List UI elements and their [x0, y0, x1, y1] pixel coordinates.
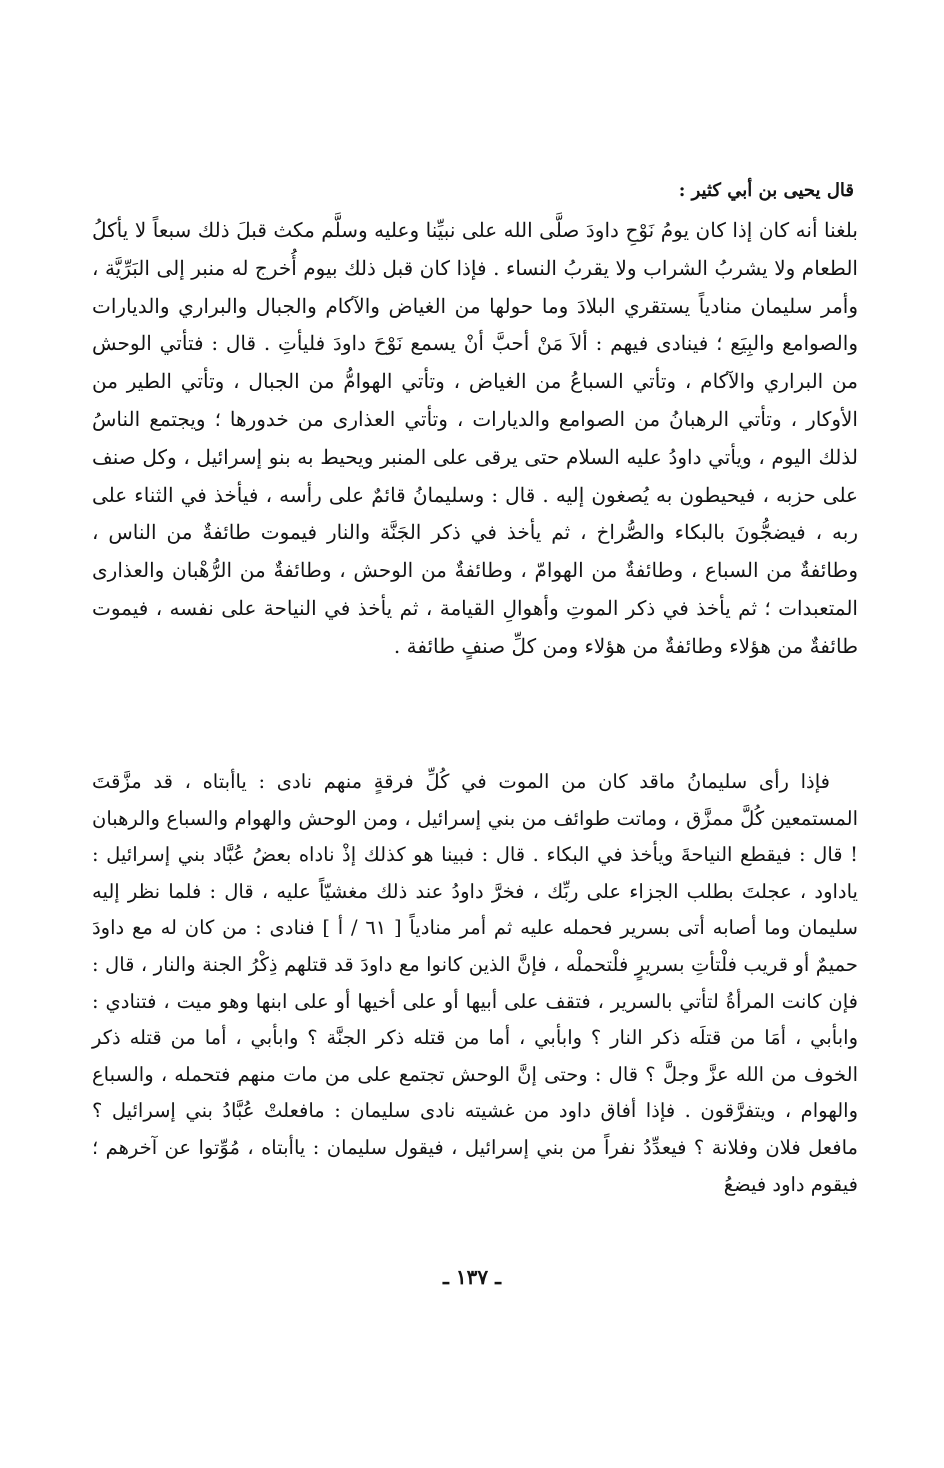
paragraph-second: فإذا رأى سليمانُ ماقد كان من الموت في كُلِّ فرقةٍ منهم نادى : ياأبتاه ، قد مزَّقتَ المستمعين كُلَّ ممزَّق ، وماتت طوائف من بني إسرائيل ، ومن الوحش والهوام والسباع والرهبان ! قال : فيقطع النياحةَ ويأخذ في البكاء . قال : فبينا هو كذلك إذْ ناداه بعضُ عُبَّاد بني إسرائيل : ياداود ، عجلتَ بطلب الجزاء على ربِّك ، فخرَّ داودُ عند ذلك مغشيّاً عليه ، قال : فلما نظر إليه سليمان وما أصابه أتى بسرير فحمله عليه ثم أمر منادياً [ ٦١ / أ ] فنادى : من كان له مع داودَ حميمٌ أو قريب فلْتأتِ بسريرٍ فلْتحملْه ، فإنَّ الذين كانوا مع داودَ قد قتلهم ذِكْرُ الجنة والنار ، قال : فإن كانت المرأةُ لتأتي بالسرير ، فتقف على أبيها أو على أخيها أو على ابنها وهو ميت ، فتنادي : وابأبي ، أمَا من قتلَه ذكر النار ؟ وابأبي ، أما من قتله ذكر الجنَّة ؟ وابأبي ، أما من قتله ذكر الخوف من الله عزَّ وجلَّ ؟ قال : وحتى إنَّ الوحش تجتمع على من مات منهم فتحمله ، والسباع والهوام ، ويتفرَّقون . فإذا أفاق داود من غشيته نادى سليمان : مافعلتْ عُبَّادُ بني إسرائيل ؟ مافعل فلان وفلانة ؟ فيعدِّدُ نفراً من بني إسرائيل ، فيقول سليمان : ياأبتاه ، مُوِّتوا عن آخرهم ؛ فيقوم داود فيضعُ — [92, 770, 858, 1196]
page-number: ـ ١٣٧ ـ — [443, 1265, 501, 1289]
section-heading: قال يحيى بن أبي كثير : — [678, 180, 854, 201]
paragraph-first: بلغنا أنه كان إذا كان يومُ نَوْحِ داودَ صلَّى الله على نبيِّنا وعليه وسلَّم مكث قبلَ ذلك سبعاً لا يأكلُ الطعام ولا يشربُ الشراب ولا يقربُ النساء . فإذا كان قبل ذلك بيوم أُخرج له منبر إلى البَرِّيَّة ، وأمر سليمان منادياً يستقري البلادَ وما حولها من الغياض والآكام والجبال والبراري والديارات والصوامع والبِيَع ؛ فينادى فيهم : ألاَ مَنْ أحبَّ أنْ يسمع نَوْحَ داودَ فليأتِ . قال : فتأتي الوحش من البراري والآكام ، وتأتي السباعُ من الغياض ، وتأتي الهوامُّ من الجبال ، وتأتي الطير من الأوكار ، وتأتي الرهبانُ من الصوامع والديارات ، وتأتي العذارى من خدورها ؛ ويجتمع الناسُ لذلك اليوم ، ويأتي داودُ عليه السلام حتى يرقى على المنبر ويحيط به بنو إسرائيل ، وكل صنف على حزبه ، فيحيطون به يُصغون إليه . قال : وسليمانُ قائمٌ على رأسه ، فيأخذ في الثناء على ربه ، فيضجُّونَ بالبكاء والصُّراخ ، ثم يأخذ في ذكر الجَنَّة والنار فيموت طائفةٌ من الناس ، وطائفةٌ من السباع ، وطائفةٌ من الهوامّ ، وطائفةٌ من الوحش ، وطائفةٌ من الرُّهْبان والعذارى المتعبدات ؛ ثم يأخذ في ذكر الموتِ وأهوالِ القيامة ، ثم يأخذ في النياحة على نفسه ، فيموت طائفةٌ من هؤلاء وطائفةٌ من هؤلاء ومن كلِّ صنفٍ طائفة . — [92, 218, 858, 658]
